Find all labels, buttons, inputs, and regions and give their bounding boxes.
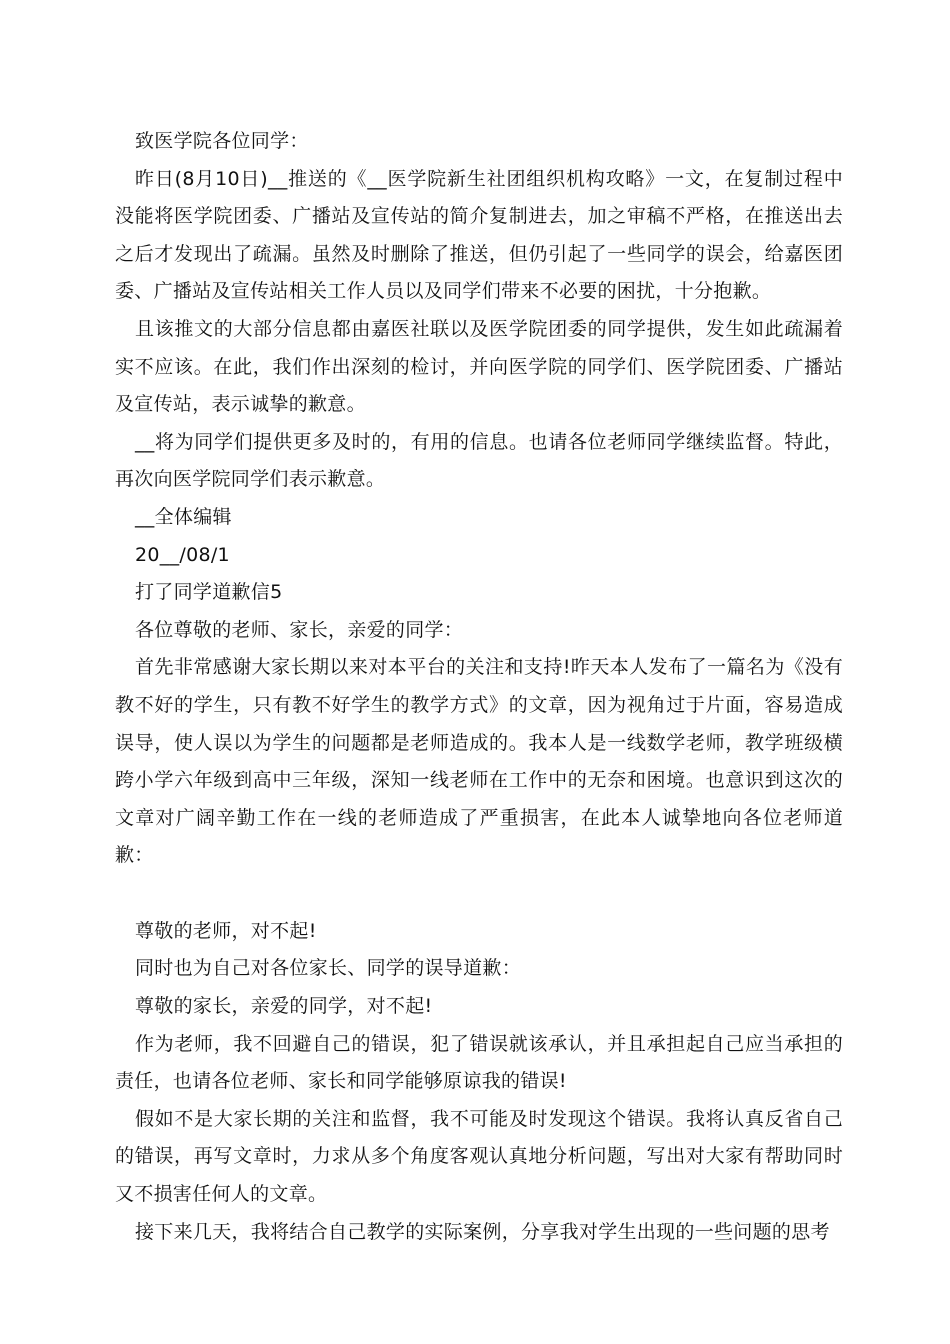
paragraph-self-reflection: 假如不是大家长期的关注和监督，我不可能及时发现这个错误。我将认真反省自己的错误，再写文章时，力求从多个角度客观认真地分析问题，写出对大家有帮助同时又不损害任何人的文章。 bbox=[115, 1107, 843, 1206]
section-title: 打了同学道歉信5 bbox=[135, 581, 283, 604]
paragraph-apology-reason: 昨日(8月10日)__推送的《__医学院新生社团组织机构攻略》一文，在复制过程中没能将医学院团委、广播站及宣传站的简介复制进去，加之审稿不严格，在推送出去之后才发现出了疏漏。虽然及时删除了推送，但仍引起了一些同学的误会，给嘉医团委、广播站及宣传站相关工作人员以及同学们带来不必要的困扰，十分抱歉。 bbox=[115, 167, 843, 303]
apology-to-parents: 尊敬的家长，亲爱的同学，对不起! bbox=[135, 995, 433, 1018]
paragraph-commitment: __将为同学们提供更多及时的，有用的信息。也请各位老师同学继续监督。特此，再次向医学院同学们表示歉意。 bbox=[115, 430, 843, 491]
apology-to-parents-intro: 同时也为自己对各位家长、同学的误导道歉： bbox=[135, 957, 522, 980]
paragraph-reflection: 且该推文的大部分信息都由嘉医社联以及医学院团委的同学提供，发生如此疏漏着实不应该。在此，我们作出深刻的检讨，并向医学院的同学们、医学院团委、广播站及宣传站，表示诚挚的歉意。 bbox=[115, 317, 843, 416]
salutation: 致医学院各位同学： bbox=[135, 130, 309, 152]
paragraph-thanks-and-apology: 首先非常感谢大家长期以来对本平台的关注和支持!昨天本人发布了一篇名为《没有教不好的学生，只有教不好学生的教学方式》的文章，因为视角过于片面，容易造成误导，使人误以为学生的问题都是老师造成的。我本人是一线数学老师，教学班级横跨小学六年级到高中三年级，深知一线老师在工作中的无奈和困境。也意识到这次的文章对广阔辛勤工作在一线的老师造成了严重损害，在此本人诚挚地向各位老师道歉： bbox=[115, 656, 843, 867]
paragraph-next-steps: 接下来几天，我将结合自己教学的实际案例，分享我对学生出现的一些问题的思考 bbox=[135, 1220, 830, 1243]
salutation-2: 各位尊敬的老师、家长，亲爱的同学： bbox=[135, 618, 464, 641]
date: 20__/08/1 bbox=[135, 543, 230, 566]
signature: __全体编辑 bbox=[135, 505, 232, 528]
blank-line bbox=[115, 875, 843, 913]
document-body bbox=[115, 123, 843, 1251]
paragraph-acknowledge-mistake: 作为老师，我不回避自己的错误，犯了错误就该承认，并且承担起自己应当承担的责任，也请各位老师、家长和同学能够原谅我的错误! bbox=[115, 1032, 843, 1093]
apology-to-teachers: 尊敬的老师，对不起! bbox=[135, 919, 317, 942]
